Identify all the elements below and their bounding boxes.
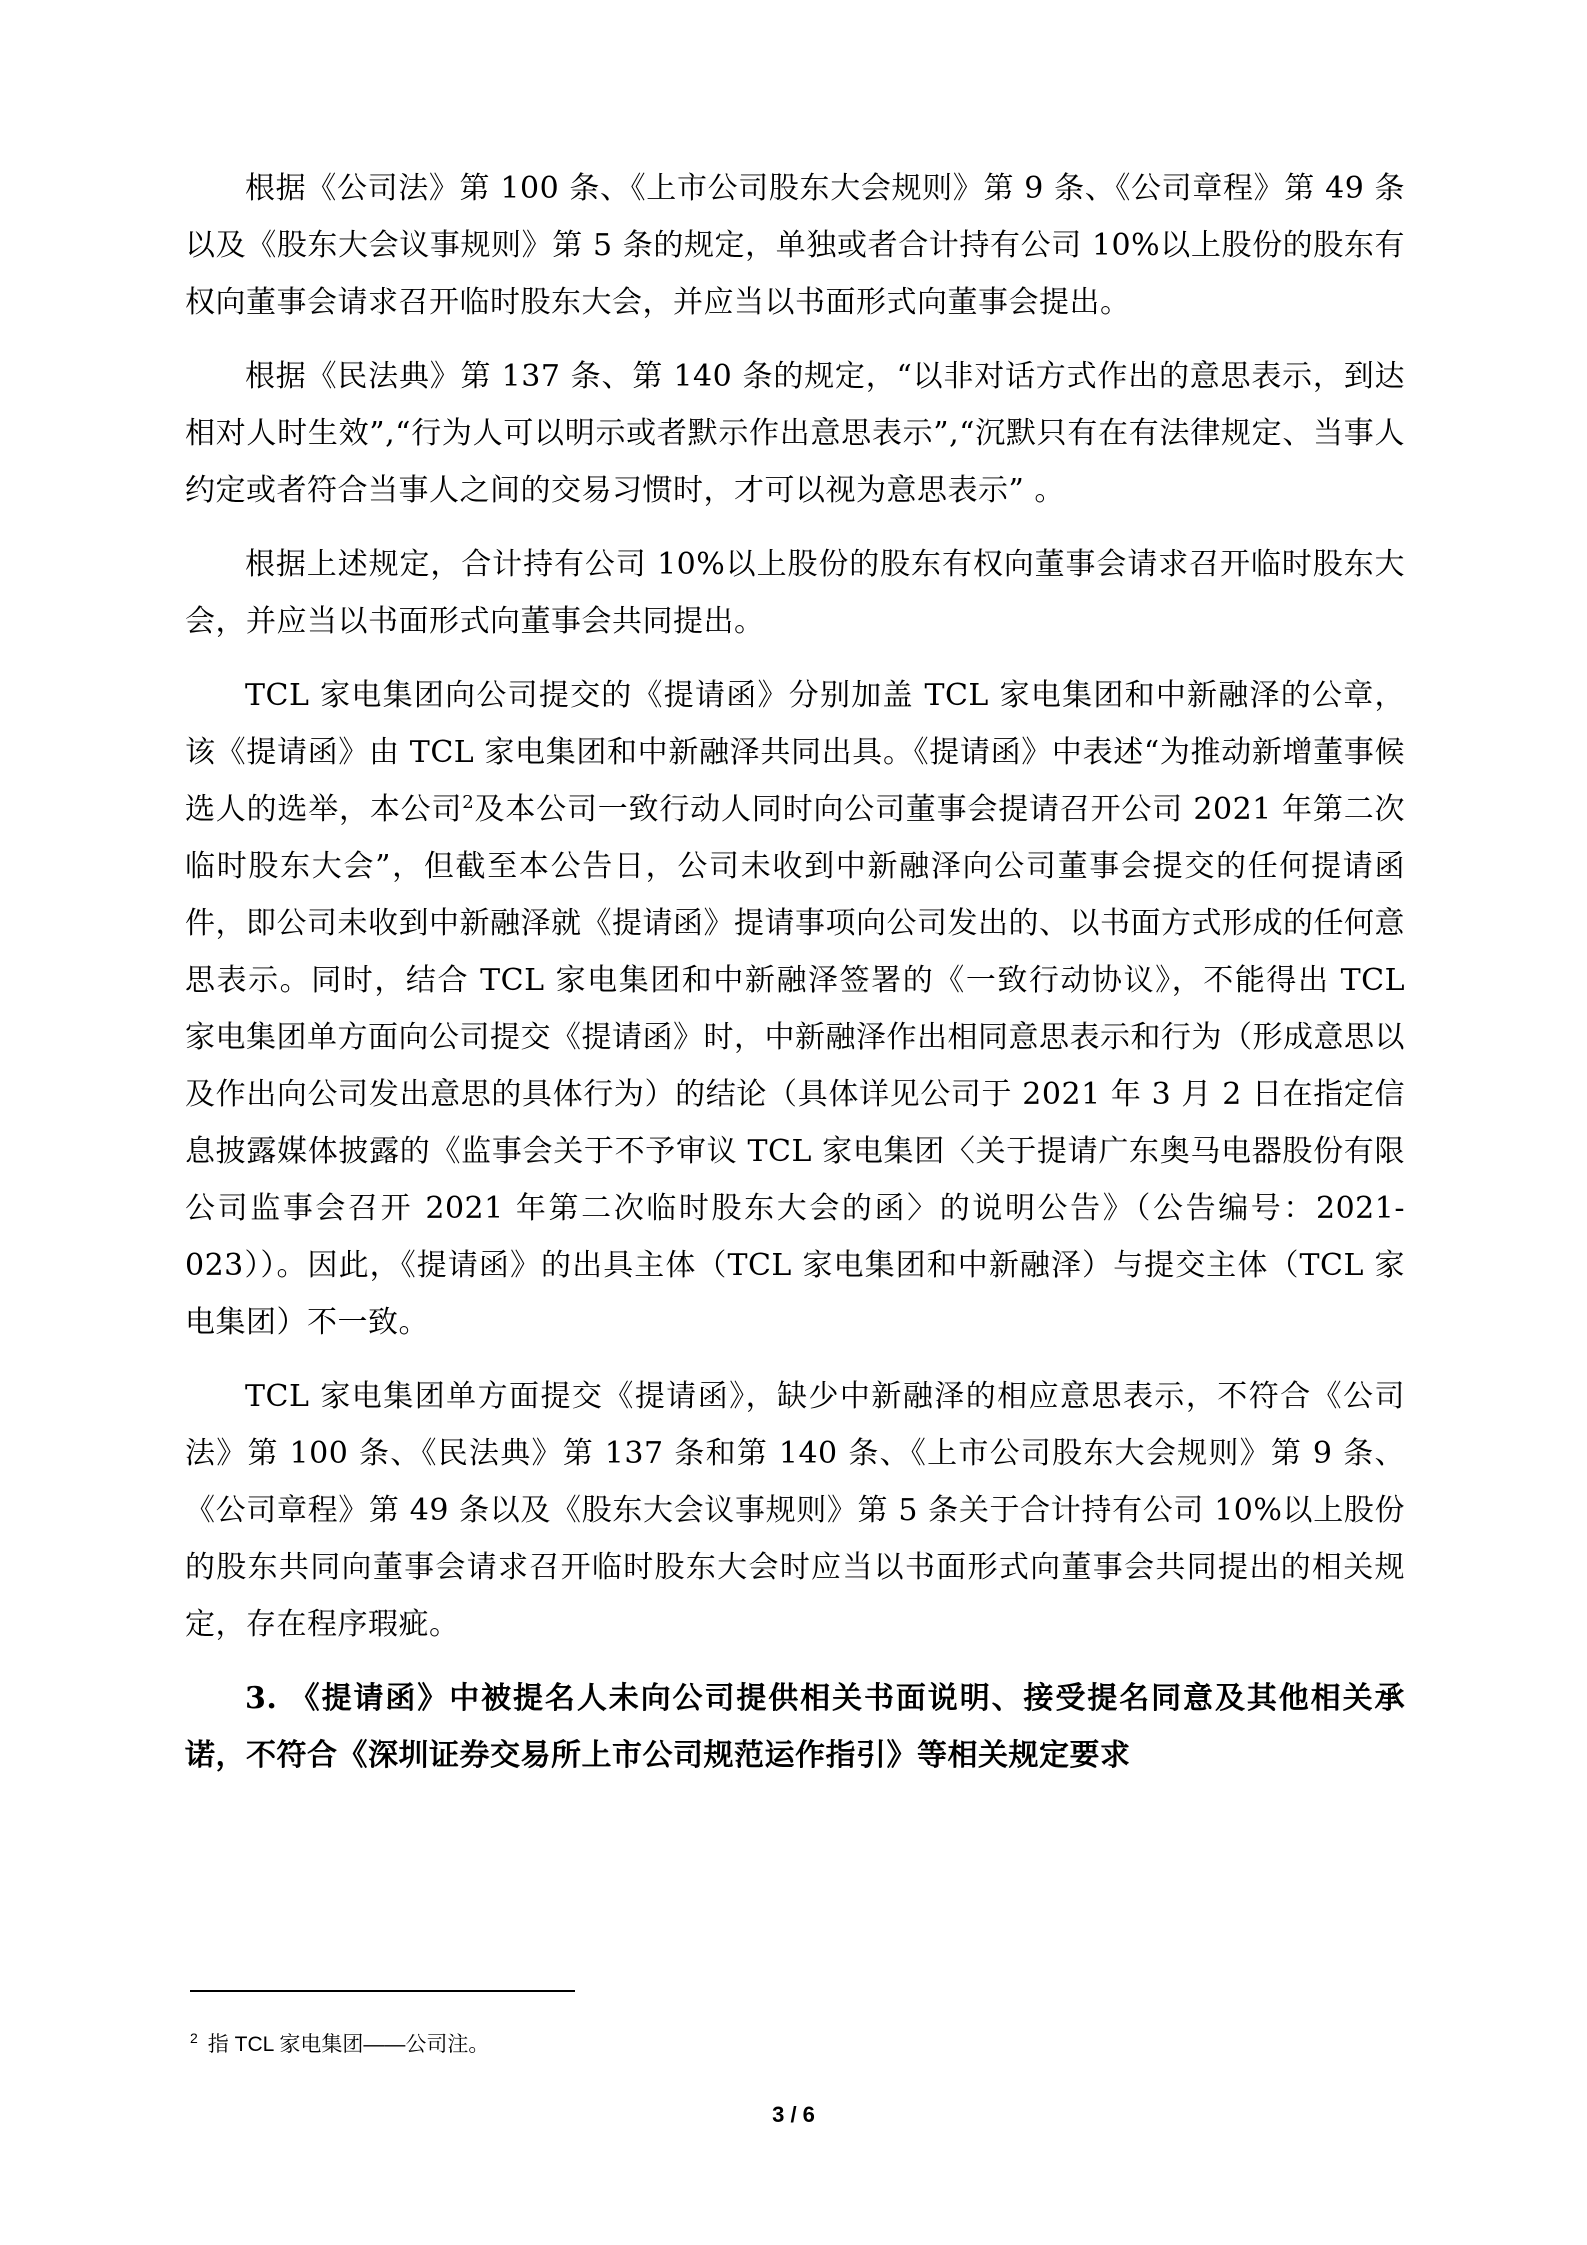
footnote: [190, 2023, 489, 2060]
paragraph-request-letter: [185, 667, 1405, 1351]
document-body: [185, 160, 1405, 1784]
paragraph-conclusion: TCL 家电集团单方面提交《提请函》，缺少中新融泽的相应意思表示，不符合《公司法》第 100 条、《民法典》第 137 条和第 140 条、《上市公司股东大会规则》第 9 条、《公司章程》第 49 条以及《股东大会议事规则》第 5 条关于合计持有公司 10%以上股份的股东共同向董事会请求召开临时股东大会时应当以书面形式向董事会共同提出的相关规定，存在程序瑕疵。: [185, 1379, 1405, 1642]
footnote-text: 指 TCL 家电集团——公司注。: [207, 2033, 490, 2056]
paragraph-summary: 根据上述规定，合计持有公司 10%以上股份的股东有权向董事会请求召开临时股东大会，并应当以书面形式向董事会共同提出。: [185, 547, 1405, 639]
paragraph-company-law: 根据《公司法》第 100 条、《上市公司股东大会规则》第 9 条、《公司章程》第 49 条以及《股东大会议事规则》第 5 条的规定，单独或者合计持有公司 10%以上股份的股东有权向董事会请求召开临时股东大会，并应当以书面形式向董事会提出。: [185, 171, 1405, 320]
section-heading-3: 3. 《提请函》中被提名人未向公司提供相关书面说明、接受提名同意及其他相关承诺，不符合《深圳证券交易所上市公司规范运作指引》等相关规定要求: [185, 1681, 1405, 1773]
footnote-marker: 2: [190, 2030, 198, 2046]
page-number: 3 / 6: [772, 2102, 815, 2127]
footnote-reference[interactable]: 2: [462, 792, 475, 813]
footnote-divider: [190, 1990, 575, 1992]
paragraph-request-letter-part1: TCL 家电集团向公司提交的《提请函》分别加盖 TCL 家电集团和中新融泽的公章，该《提请函》由 TCL 家电集团和中新融泽共同出具。《提请函》中表述“为推动新增董事候选人的选举，本公司: [185, 678, 1405, 827]
paragraph-request-letter-part2: 及本公司一致行动人同时向公司董事会提请召开公司 2021 年第二次临时股东大会”，但截至本公告日，公司未收到中新融泽向公司董事会提交的任何提请函件，即公司未收到中新融泽就《提请函》提请事项向公司发出的、以书面方式形成的任何意思表示。同时，结合 TCL 家电集团和中新融泽签署的《一致行动协议》，不能得出 TCL 家电集团单方面向公司提交《提请函》时，中新融泽作出相同意思表示和行为（形成意思以及作出向公司发出意思的具体行为）的结论（具体详见公司于 2021 年 3 月 2 日在指定信息披露媒体披露的《监事会关于不予审议 TCL 家电集团〈关于提请广东奥马电器股份有限公司监事会召开 2021 年第二次临时股东大会的函〉的说明公告》（公告编号：2021-023））。因此，《提请函》的出具主体（TCL 家电集团和中新融泽）与提交主体（TCL 家电集团）不一致。: [185, 792, 1406, 1340]
paragraph-civil-code: 根据《民法典》第 137 条、第 140 条的规定，“以非对话方式作出的意思表示，到达相对人时生效”,“行为人可以明示或者默示作出意思表示”,“沉默只有在有法律规定、当事人约定或者符合当事人之间的交易习惯时，才可以视为意思表示” 。: [185, 359, 1405, 508]
